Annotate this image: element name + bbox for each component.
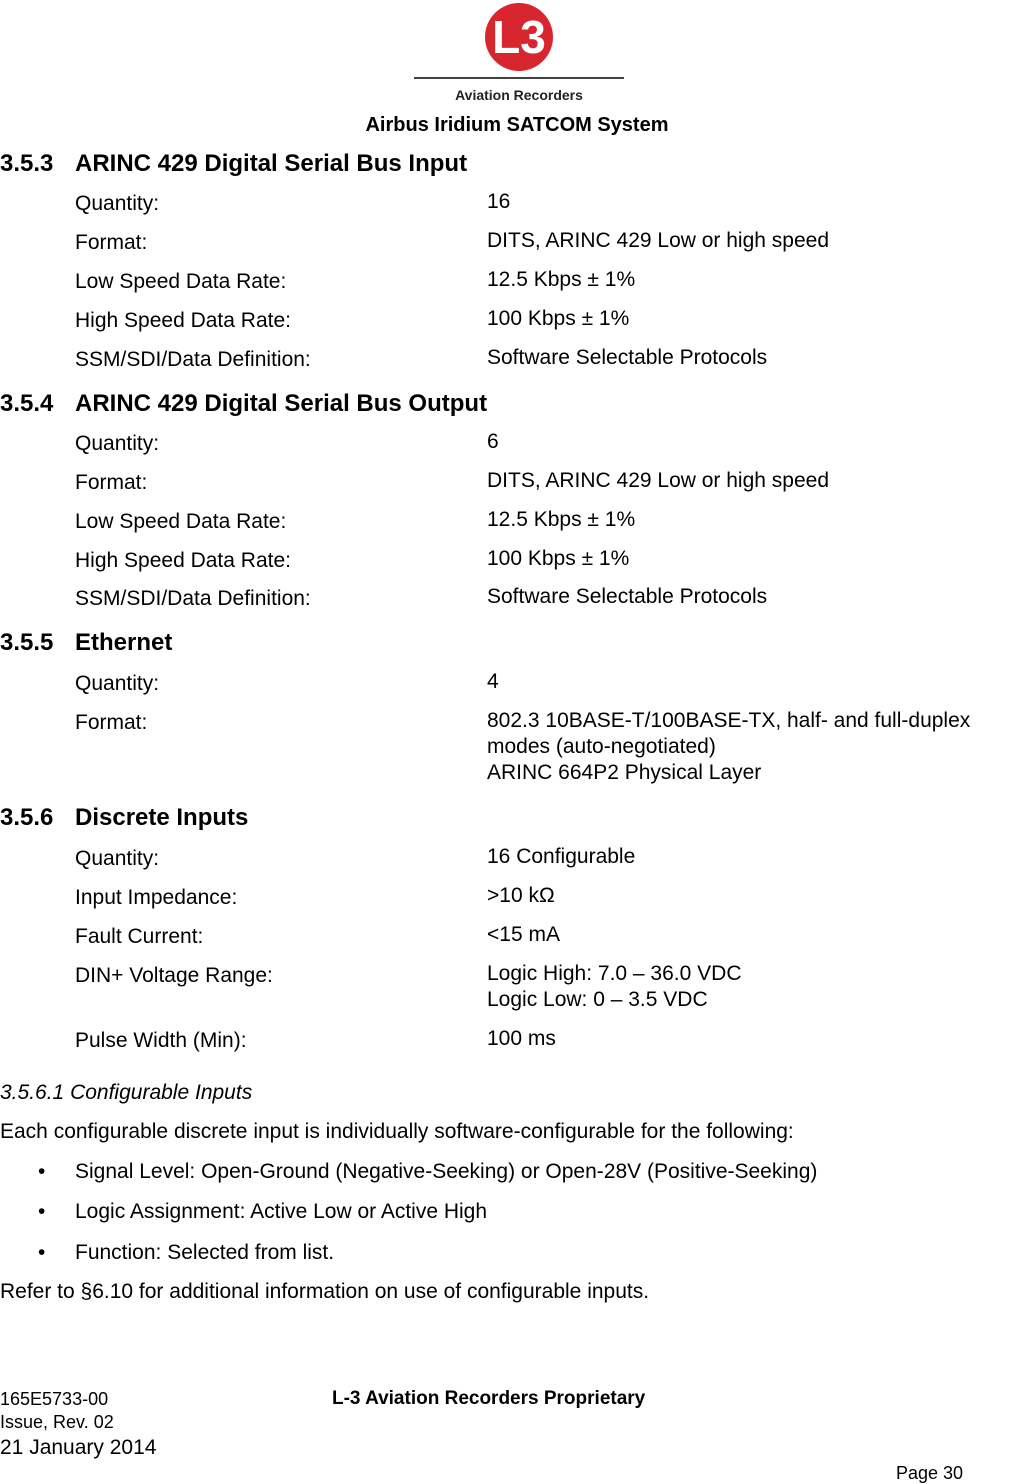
section-number: 3.5.3	[0, 150, 54, 177]
spec-value: 16 Configurable	[487, 845, 636, 868]
section-title: ARINC 429 Digital Serial Bus Output	[75, 390, 488, 417]
spec-value: >10 kΩ	[487, 884, 555, 907]
spec-label: SSM/SDI/Data Definition:	[75, 587, 311, 610]
footer-date: 21 January 2014	[0, 1436, 157, 1459]
spec-label: Pulse Width (Min):	[75, 1029, 247, 1052]
bullet-text: Function: Selected from list.	[75, 1241, 335, 1264]
footer-page-number: Page 30	[896, 1463, 964, 1483]
spec-value: <15 mA	[487, 923, 560, 946]
spec-value: 12.5 Kbps ± 1%	[487, 508, 636, 531]
l3-logo	[414, 2, 624, 106]
footer-issue: Issue, Rev. 02	[0, 1412, 114, 1432]
section-number: 3.5.6	[0, 804, 54, 831]
spec-label: High Speed Data Rate:	[75, 549, 291, 572]
spec-label: Low Speed Data Rate:	[75, 510, 287, 533]
subsection-title: Configurable Inputs	[70, 1081, 253, 1104]
closing-paragraph: Refer to §6.10 for additional information on use of configurable inputs.	[0, 1280, 650, 1303]
spec-value: 12.5 Kbps ± 1%	[487, 268, 636, 291]
spec-value: 100 Kbps ± 1%	[487, 547, 630, 570]
section-number: 3.5.4	[0, 390, 54, 417]
svg-text:Aviation Recorders: Aviation Recorders	[455, 87, 583, 103]
spec-label: Fault Current:	[75, 925, 204, 948]
spec-value: 100 Kbps ± 1%	[487, 307, 630, 330]
spec-value-line: Logic High: 7.0 – 36.0 VDC	[487, 962, 742, 985]
spec-label: Quantity:	[75, 847, 160, 870]
bullet-dot: •	[38, 1200, 46, 1223]
footer-proprietary: L-3 Aviation Recorders Proprietary	[332, 1388, 646, 1409]
bullet-text: Logic Assignment: Active Low or Active High	[75, 1200, 488, 1223]
spec-label: High Speed Data Rate:	[75, 309, 291, 332]
spec-label: Input Impedance:	[75, 886, 238, 909]
section-title: ARINC 429 Digital Serial Bus Input	[75, 150, 468, 177]
section-number: 3.5.5	[0, 629, 54, 656]
spec-value: 100 ms	[487, 1027, 556, 1050]
spec-value: 16	[487, 190, 511, 213]
spec-value-line: Logic Low: 0 – 3.5 VDC	[487, 988, 708, 1011]
section-title: Ethernet	[75, 629, 173, 656]
spec-label: Quantity:	[75, 192, 160, 215]
document-header-title: Airbus Iridium SATCOM System	[365, 114, 669, 136]
spec-label: Format:	[75, 471, 148, 494]
spec-label: SSM/SDI/Data Definition:	[75, 348, 311, 371]
spec-value-line: modes (auto-negotiated)	[487, 735, 716, 758]
spec-value-line: ARINC 664P2 Physical Layer	[487, 761, 762, 784]
svg-text:L3: L3	[492, 11, 546, 63]
spec-label: Format:	[75, 231, 148, 254]
bullet-text: Signal Level: Open-Ground (Negative-Seeking) or Open-28V (Positive-Seeking)	[75, 1160, 818, 1183]
footer-doc-number: 165E5733-00	[0, 1389, 109, 1409]
spec-label: Format:	[75, 711, 148, 734]
spec-value: DITS, ARINC 429 Low or high speed	[487, 229, 830, 252]
spec-value: Software Selectable Protocols	[487, 346, 768, 369]
spec-label: Quantity:	[75, 672, 160, 695]
spec-value: 4	[487, 670, 499, 693]
section-title: Discrete Inputs	[75, 804, 249, 831]
subsection-heading	[0, 1081, 252, 1105]
subsection-number: 3.5.6.1	[0, 1081, 65, 1104]
spec-value-line: 802.3 10BASE-T/100BASE-TX, half- and full-duplex	[487, 709, 971, 732]
bullet-dot: •	[38, 1160, 46, 1183]
spec-label: Low Speed Data Rate:	[75, 270, 287, 293]
spec-label: DIN+ Voltage Range:	[75, 964, 273, 987]
spec-value: Software Selectable Protocols	[487, 585, 768, 608]
spec-value: 6	[487, 430, 499, 453]
intro-paragraph: Each configurable discrete input is individually software-configurable for the following:	[0, 1120, 794, 1143]
bullet-dot: •	[38, 1241, 46, 1264]
spec-label: Quantity:	[75, 432, 160, 455]
spec-value: DITS, ARINC 429 Low or high speed	[487, 469, 830, 492]
